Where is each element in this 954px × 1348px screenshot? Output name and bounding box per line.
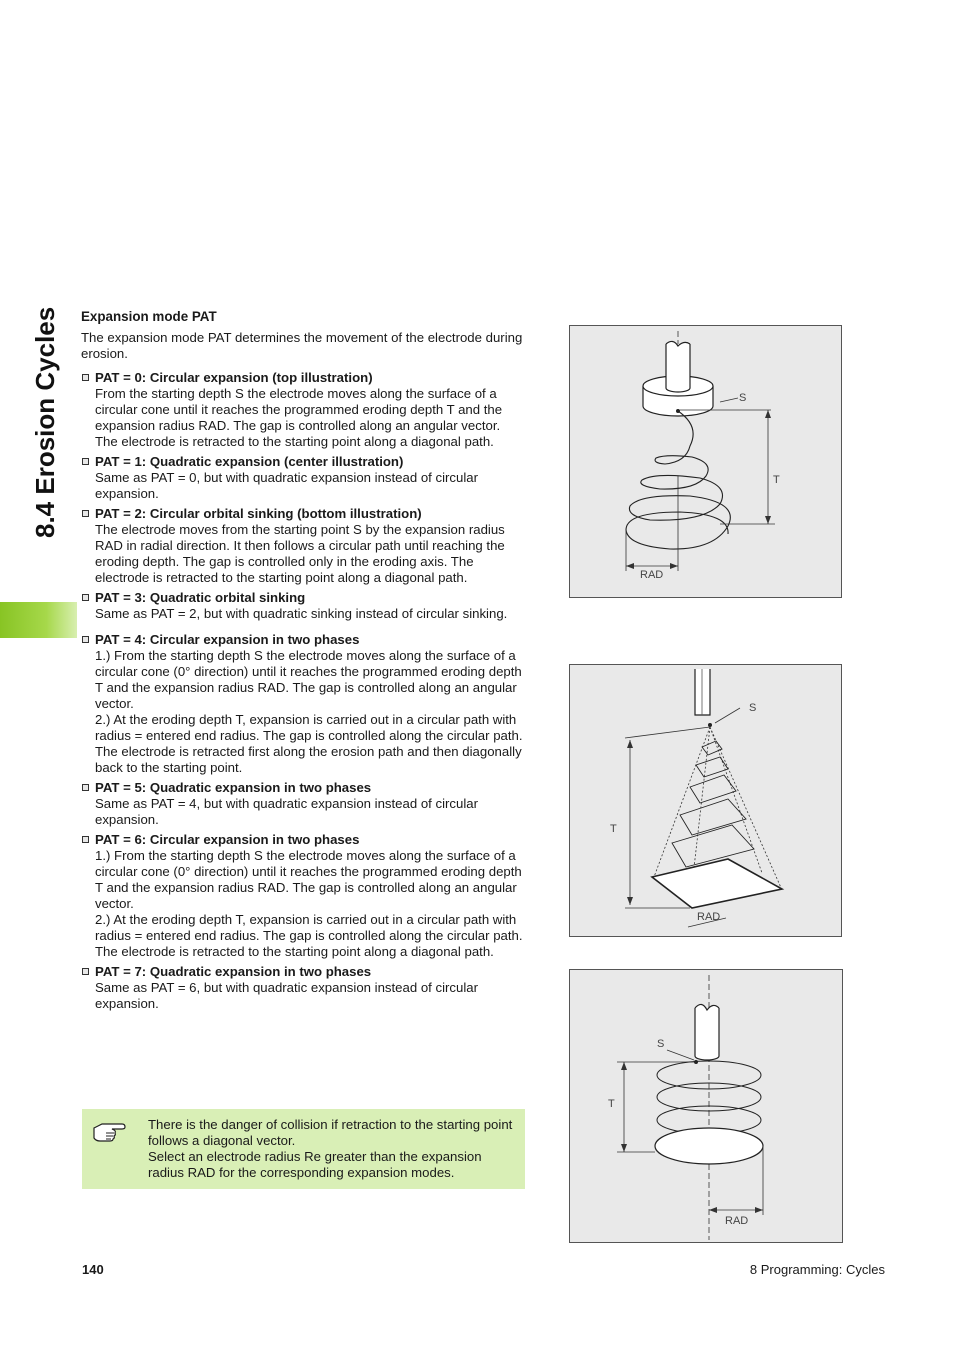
pat-item-heading: PAT = 1: Quadratic expansion (center illustration) bbox=[95, 454, 404, 469]
label-t: T bbox=[608, 1098, 615, 1110]
label-s: S bbox=[739, 392, 747, 404]
text-column bbox=[81, 309, 526, 1016]
pat-item-heading: PAT = 4: Circular expansion in two phases bbox=[95, 632, 360, 647]
figure-quadratic-expansion bbox=[569, 664, 842, 937]
pat-item-body: Same as PAT = 2, but with quadratic sinking instead of circular sinking. bbox=[95, 606, 508, 621]
pat-item bbox=[81, 832, 526, 960]
pat-item-body: From the starting depth S the electrode moves along the surface of a circular cone until it reaches the programmed eroding depth T and the expansion radius RAD. The gap is controlled along an angular vector. The electrode is retracted to the starting point along a diagonal path. bbox=[95, 386, 503, 449]
pat-item-body: 1.) From the starting depth S the electrode moves along the surface of a circular cone (0° direction) until it reaches the programmed eroding depth T and the expansion radius RAD. The gap is controlled along an angular vector. 2.) At the eroding depth T, expansion is carried out in a circular path with radius = entered end radius. The gap is controlled along the circular path. The electrode is retracted to the starting point along a diagonal path. bbox=[95, 848, 523, 959]
figure-quadratic-expansion-drawing bbox=[570, 665, 841, 936]
pat-item-body: Same as PAT = 0, but with quadratic expansion instead of circular expansion. bbox=[95, 470, 479, 501]
collision-warning-note bbox=[82, 1109, 525, 1189]
figure-circular-orbital-sinking-drawing bbox=[570, 970, 842, 1242]
label-s: S bbox=[749, 702, 757, 714]
label-t: T bbox=[773, 474, 780, 486]
pat-item-body: Same as PAT = 6, but with quadratic expansion instead of circular expansion. bbox=[95, 980, 479, 1011]
pat-item-heading: PAT = 5: Quadratic expansion in two phases bbox=[95, 780, 372, 795]
pat-item bbox=[81, 780, 526, 828]
square-bullet-icon bbox=[82, 784, 89, 791]
square-bullet-icon bbox=[82, 836, 89, 843]
page-number: 140 bbox=[82, 1262, 104, 1277]
pat-item bbox=[81, 454, 526, 502]
pat-item-body: Same as PAT = 4, but with quadratic expansion instead of circular expansion. bbox=[95, 796, 479, 827]
square-bullet-icon bbox=[82, 968, 89, 975]
pat-item bbox=[81, 590, 526, 622]
section-title: Expansion mode PAT bbox=[81, 309, 217, 324]
square-bullet-icon bbox=[82, 374, 89, 381]
pat-item bbox=[81, 370, 526, 450]
pointing-hand-icon bbox=[92, 1119, 126, 1143]
side-title-text: 8.4 Erosion Cycles bbox=[30, 306, 60, 538]
pat-item bbox=[81, 964, 526, 1012]
square-bullet-icon bbox=[82, 636, 89, 643]
square-bullet-icon bbox=[82, 510, 89, 517]
pat-item-heading: PAT = 7: Quadratic expansion in two phases bbox=[95, 964, 372, 979]
square-bullet-icon bbox=[82, 594, 89, 601]
label-rad: RAD bbox=[697, 911, 721, 923]
pat-item-heading: PAT = 2: Circular orbital sinking (bottom illustration) bbox=[95, 506, 422, 521]
label-t: T bbox=[610, 823, 617, 835]
side-title bbox=[28, 306, 62, 540]
note-text: There is the danger of collision if retraction to the starting point follows a diagonal vector. Select an electrode radius Re greater than the expansion radius RAD for the corresponding expansion modes. bbox=[148, 1117, 513, 1180]
label-rad: RAD bbox=[640, 569, 664, 581]
pat-item-heading: PAT = 6: Circular expansion in two phases bbox=[95, 832, 360, 847]
pat-item-body: The electrode moves from the starting point S by the expansion radius RAD in radial direction. It then follows a circular path until reaching the eroding depth. The gap is controlled only in the eroding axis. The electrode is retracted to the starting point along a diagonal path. bbox=[95, 522, 505, 585]
chapter-reference: 8 Programming: Cycles bbox=[749, 1262, 885, 1277]
square-bullet-icon bbox=[82, 458, 89, 465]
label-s: S bbox=[657, 1038, 665, 1050]
section-intro: The expansion mode PAT determines the movement of the electrode during erosion. bbox=[81, 330, 523, 361]
pat-item bbox=[81, 632, 526, 776]
pat-item bbox=[81, 506, 526, 586]
figure-circular-expansion bbox=[569, 325, 842, 598]
pat-item-heading: PAT = 3: Quadratic orbital sinking bbox=[95, 590, 306, 605]
chapter-tab-marker bbox=[0, 602, 77, 638]
figure-circular-orbital-sinking bbox=[569, 969, 843, 1243]
pat-item-heading: PAT = 0: Circular expansion (top illustration) bbox=[95, 370, 373, 385]
pat-item-body: 1.) From the starting depth S the electrode moves along the surface of a circular cone (0° direction) until it reaches the programmed eroding depth T and the expansion radius RAD. The gap is controlled along an angular vector. 2.) At the eroding depth T, expansion is carried out in a circular path with radius = entered end radius. The gap is controlled along the circular path. The electrode is retracted first along the erosion path and then diagonally back to the starting point. bbox=[95, 648, 523, 775]
figure-circular-expansion-drawing bbox=[570, 326, 841, 597]
label-rad: RAD bbox=[725, 1215, 749, 1227]
